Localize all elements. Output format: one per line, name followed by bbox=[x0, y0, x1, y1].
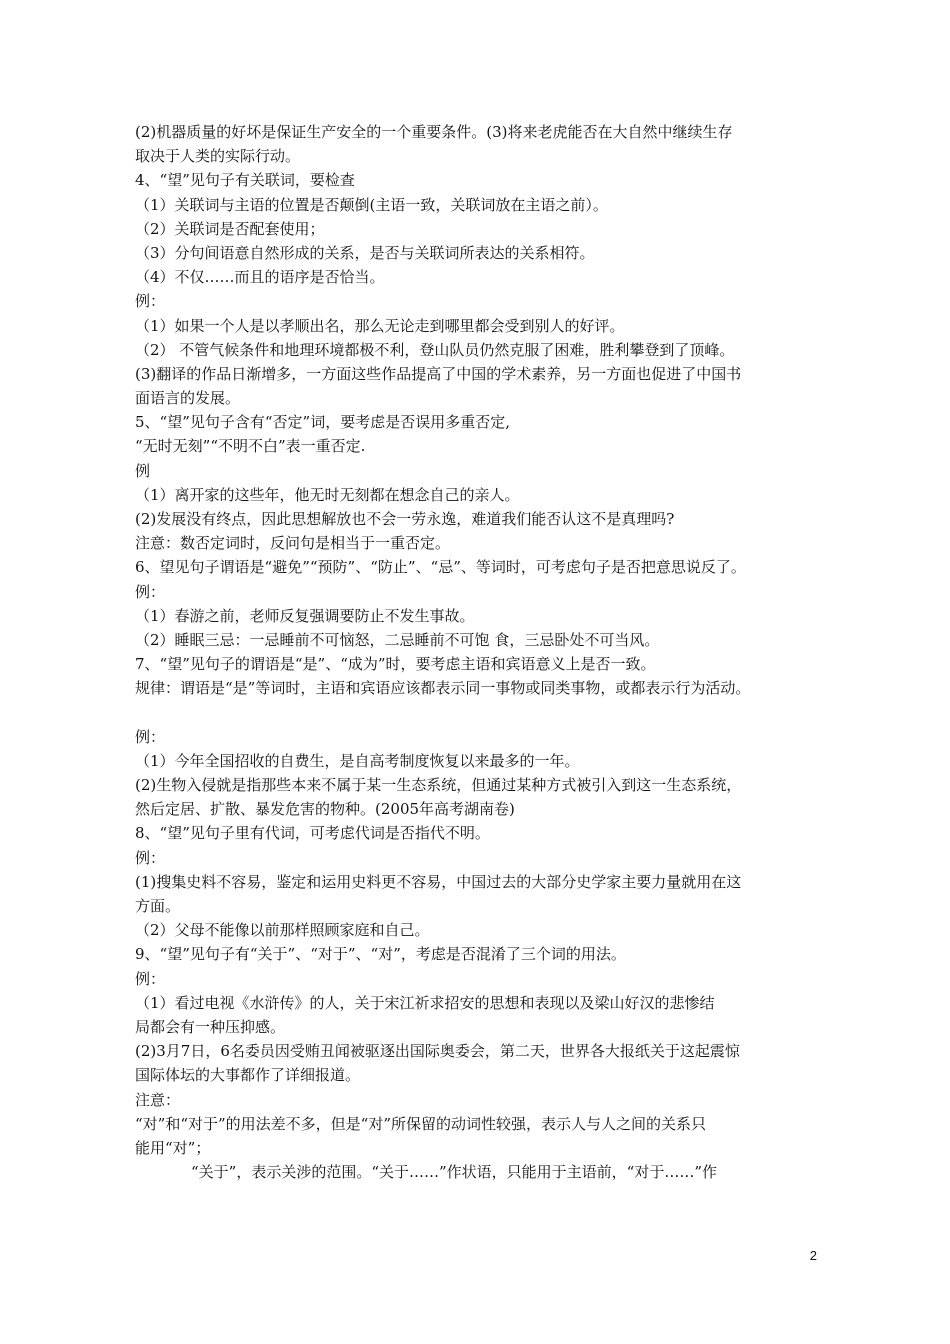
document-body bbox=[135, 120, 817, 1184]
page-number: 2 bbox=[809, 1248, 817, 1263]
text-line: （1）春游之前，老师反复强调要防止不发生事故。 bbox=[135, 606, 475, 625]
text-line: (1)搜集史料不容易，鉴定和运用史料更不容易，中国过去的大部分史学家主要力量就用在这 bbox=[135, 872, 742, 891]
text-line: （2）关联词是否配套使用； bbox=[135, 219, 325, 238]
rule-line: 规律：谓语是“是”等词时，主语和宾语应该都表示同一事物或同类事物，或都表示行为活动。 bbox=[135, 679, 751, 698]
text-line: (2)3月7日，6名委员因受贿丑闻被驱逐出国际奥委会，第二天，世界各大报纸关于这起震惊 bbox=[135, 1042, 740, 1061]
text-line: 局都会有一种压抑感。 bbox=[135, 1017, 286, 1036]
text-line: (2)发展没有终点，因此思想解放也不会一劳永逸，难道我们能否认这不是真理吗? bbox=[135, 510, 675, 528]
text-line: 然后定居、扩散、暴发危害的物种。(2005年高考湖南卷) bbox=[135, 800, 515, 819]
text-line: 方面。 bbox=[135, 897, 181, 915]
text-line: 面语言的发展。 bbox=[135, 389, 241, 408]
section-heading-8: 8、“望”见句子里有代词，可考虑代词是否指代不明。 bbox=[135, 824, 490, 843]
example-label: 例： bbox=[135, 969, 166, 988]
text-line: “对”和“对于”的用法差不多，但是“对”所保留的动词性较强，表示人与人之间的关系只 bbox=[135, 1114, 707, 1133]
text-line: “无时无刻”“不明不白”表一重否定. bbox=[135, 437, 366, 456]
section-heading-6: 6、望见句子谓语是“避免”“预防”、“防止”、“忌”、等词时，可考虑句子是否把意思说反了。 bbox=[135, 558, 746, 577]
text-line: （2）睡眠三忌：一忌睡前不可恼怒，二忌睡前不可饱 食，三忌卧处不可当风。 bbox=[135, 630, 660, 649]
text-line: “关于”，表示关涉的范围。“关于……”作状语，只能用于主语前，“对于……”作 bbox=[191, 1163, 718, 1182]
note-line: 注意：数否定词时，反问句是相当于一重否定。 bbox=[135, 534, 451, 553]
example-label: 例： bbox=[135, 727, 166, 746]
example-label: 例： bbox=[135, 848, 166, 867]
text-line: （3）分句间语意自然形成的关系，是否与关联词所表达的关系相符。 bbox=[135, 243, 595, 262]
text-line: （1）离开家的这些年，他无时无刻都在想念自己的亲人。 bbox=[135, 485, 520, 504]
text-line: (2)生物入侵就是指那些本来不属于某一生态系统，但通过某种方式被引入到这一生态系统， bbox=[135, 776, 742, 795]
text-line: （4）不仅……而且的语序是否恰当。 bbox=[135, 268, 385, 287]
section-heading-7: 7、“望”见句子的谓语是“是”、“成为”时，要考虑主语和宾语意义上是否一致。 bbox=[135, 655, 656, 674]
text-line: （1）今年全国招收的自费生，是自高考制度恢复以来最多的一年。 bbox=[135, 751, 580, 770]
section-heading-9: 9、“望”见句子有“关于”、“对于”、“对”，考虑是否混淆了三个词的用法。 bbox=[135, 945, 626, 964]
text-line: (3)翻译的作品日渐增多，一方面这些作品提高了中国的学术素养，另一方面也促进了中国书 bbox=[135, 364, 742, 383]
note-label: 注意： bbox=[135, 1090, 181, 1109]
text-line: （2） 不管气候条件和地理环境都极不利，登山队员仍然克服了困难，胜利攀登到了顶峰。 bbox=[135, 340, 735, 359]
section-heading-5: 5、“望”见句子含有“否定”词，要考虑是否误用多重否定, bbox=[135, 413, 510, 432]
text-line: （1）关联词与主语的位置是否颠倒(主语一致，关联词放在主语之前）。 bbox=[135, 195, 608, 214]
example-label: 例： bbox=[135, 292, 166, 311]
example-label: 例： bbox=[135, 582, 166, 601]
section-heading-4: 4、“望”见句子有关联词，要检查 bbox=[135, 171, 355, 190]
text-line: （2）父母不能像以前那样照顾家庭和自己。 bbox=[135, 921, 430, 940]
blank-line bbox=[135, 701, 817, 725]
text-line: 取决于人类的实际行动。 bbox=[135, 147, 301, 166]
text-line: （1）看过电视《水浒传》的人，关于宋江祈求招安的思想和表现以及梁山好汉的悲惨结 bbox=[135, 993, 715, 1012]
text-line: 国际体坛的大事都作了详细报道。 bbox=[135, 1066, 361, 1085]
example-label: 例 bbox=[135, 461, 151, 480]
text-line: 能用“对”； bbox=[135, 1138, 211, 1157]
text-line: （1）如果一个人是以孝顺出名，那么无论走到哪里都会受到别人的好评。 bbox=[135, 316, 625, 335]
text-line: (2)机器质量的好坏是保证生产安全的一个重要条件。(3)将来老虎能否在大自然中继续生存 bbox=[135, 123, 733, 141]
